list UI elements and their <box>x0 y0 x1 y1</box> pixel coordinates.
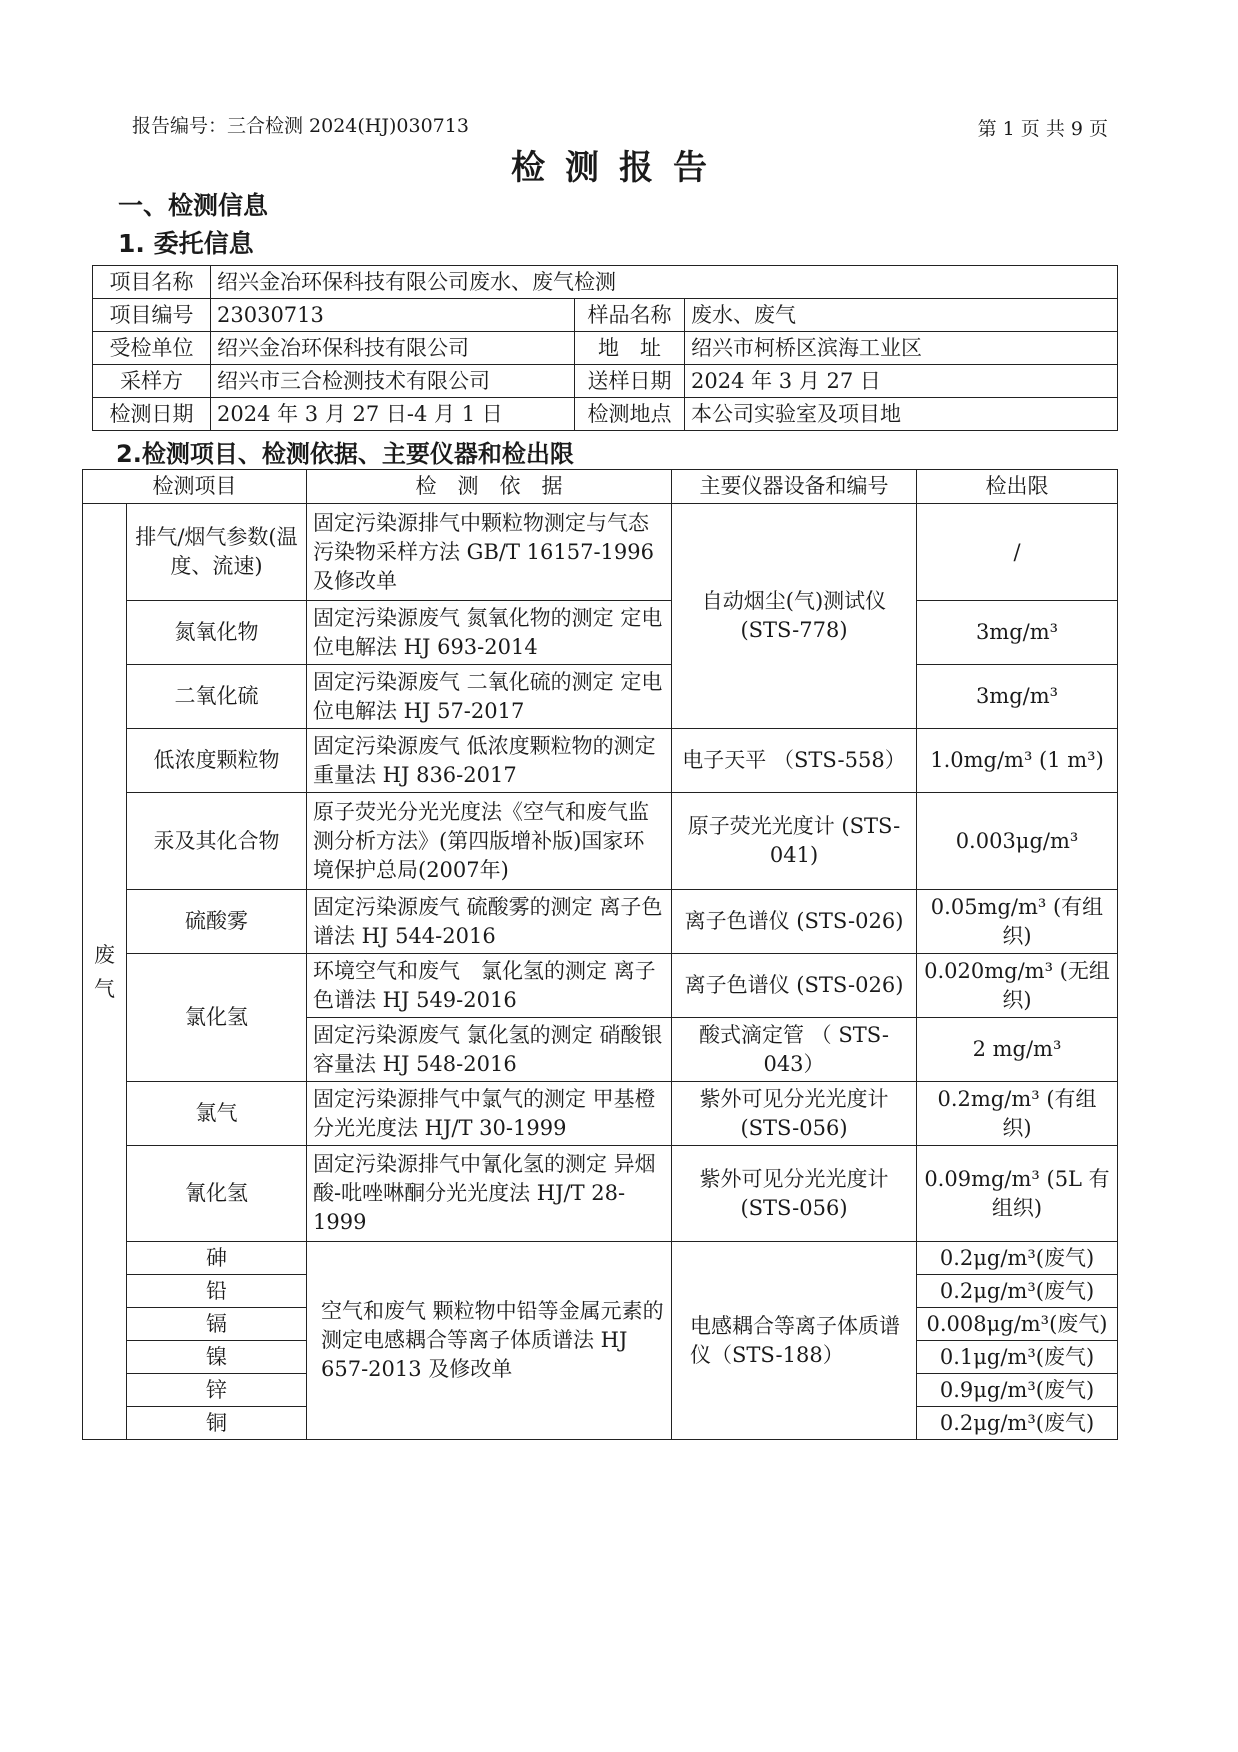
table-row <box>83 601 1118 665</box>
table-row <box>83 954 1118 1018</box>
item-cell: 铜 <box>127 1407 307 1440</box>
address-label: 地 址 <box>575 332 685 365</box>
sample-name-label: 样品名称 <box>575 299 685 332</box>
basis-cell: 固定污染源排气中氰化氢的测定 异烟酸-吡唑啉酮分光光度法 HJ/T 28-1999 <box>307 1146 672 1242</box>
project-no-label: 项目编号 <box>93 299 211 332</box>
basis-cell: 固定污染源废气 氯化氢的测定 硝酸银容量法 HJ 548-2016 <box>307 1018 672 1082</box>
instrument-cell: 电子天平 （STS-558） <box>672 729 917 793</box>
limit-cell: 3mg/m³ <box>917 601 1118 665</box>
section-heading-info: 一、检测信息 <box>118 191 269 220</box>
instrument-cell: 紫外可见分光光度计 (STS-056) <box>672 1082 917 1146</box>
limit-cell: 0.9μg/m³(废气) <box>917 1374 1118 1407</box>
limit-cell: 0.003μg/m³ <box>917 793 1118 890</box>
column-header: 主要仪器设备和编号 <box>672 470 917 504</box>
instrument-cell: 离子色谱仪 (STS-026) <box>672 890 917 954</box>
item-cell: 硫酸雾 <box>127 890 307 954</box>
table-row <box>93 299 1118 332</box>
table-row <box>93 398 1118 431</box>
limit-cell: 3mg/m³ <box>917 665 1118 729</box>
item-cell: 砷 <box>127 1242 307 1275</box>
basis-cell: 固定污染源废气 低浓度颗粒物的测定 重量法 HJ 836-2017 <box>307 729 672 793</box>
table-row <box>83 1146 1118 1242</box>
item-cell: 低浓度颗粒物 <box>127 729 307 793</box>
client-label: 受检单位 <box>93 332 211 365</box>
basis-cell: 固定污染源废气 氮氧化物的测定 定电位电解法 HJ 693-2014 <box>307 601 672 665</box>
table-row <box>83 793 1118 890</box>
basis-cell: 固定污染源排气中颗粒物测定与气态污染物采样方法 GB/T 16157-1996 及修改单 <box>307 504 672 601</box>
section-heading-commission: 1. 委托信息 <box>118 229 254 258</box>
item-cell: 镍 <box>127 1341 307 1374</box>
column-header: 检测项目 <box>83 470 307 504</box>
item-cell: 镉 <box>127 1308 307 1341</box>
basis-cell: 固定污染源废气 硫酸雾的测定 离子色谱法 HJ 544-2016 <box>307 890 672 954</box>
section-heading-methods: 2.检测项目、检测依据、主要仪器和检出限 <box>116 440 574 468</box>
basis-cell: 固定污染源排气中氯气的测定 甲基橙分光光度法 HJ/T 30-1999 <box>307 1082 672 1146</box>
item-cell: 氯化氢 <box>127 954 307 1082</box>
address-value: 绍兴市柯桥区滨海工业区 <box>685 332 1118 365</box>
basis-cell: 原子荧光分光光度法《空气和废气监测分析方法》(第四版增补版)国家环境保护总局(2007年) <box>307 793 672 890</box>
column-header: 检 测 依 据 <box>307 470 672 504</box>
test-site-value: 本公司实验室及项目地 <box>685 398 1118 431</box>
limit-cell: 0.2mg/m³ (有组织) <box>917 1082 1118 1146</box>
basis-cell: 环境空气和废气 氯化氢的测定 离子色谱法 HJ 549-2016 <box>307 954 672 1018</box>
delivery-date-value: 2024 年 3 月 27 日 <box>685 365 1118 398</box>
limit-cell: / <box>917 504 1118 601</box>
table-row <box>93 365 1118 398</box>
item-cell: 锌 <box>127 1374 307 1407</box>
item-cell: 氰化氢 <box>127 1146 307 1242</box>
table-row <box>83 890 1118 954</box>
table-row <box>83 1082 1118 1146</box>
limit-cell: 1.0mg/m³ (1 m³) <box>917 729 1118 793</box>
item-cell: 氮氧化物 <box>127 601 307 665</box>
limit-cell: 0.2μg/m³(废气) <box>917 1242 1118 1275</box>
test-date-value: 2024 年 3 月 27 日-4 月 1 日 <box>211 398 575 431</box>
project-name-label: 项目名称 <box>93 266 211 299</box>
sampler-value: 绍兴市三合检测技术有限公司 <box>211 365 575 398</box>
limit-cell: 0.05mg/m³ (有组织) <box>917 890 1118 954</box>
page-indicator: 第 1 页 共 9 页 <box>977 118 1108 140</box>
item-cell: 汞及其化合物 <box>127 793 307 890</box>
test-site-label: 检测地点 <box>575 398 685 431</box>
instrument-cell: 原子荧光光度计 (STS-041) <box>672 793 917 890</box>
limit-cell: 2 mg/m³ <box>917 1018 1118 1082</box>
report-number: 报告编号：三合检测 2024(HJ)030713 <box>132 115 469 137</box>
sampler-label: 采样方 <box>93 365 211 398</box>
table-row <box>93 266 1118 299</box>
page-title: 检测报告 <box>511 148 727 188</box>
limit-cell: 0.2μg/m³(废气) <box>917 1407 1118 1440</box>
table-row <box>83 665 1118 729</box>
instrument-cell: 紫外可见分光光度计 (STS-056) <box>672 1146 917 1242</box>
item-cell: 铅 <box>127 1275 307 1308</box>
basis-cell: 空气和废气 颗粒物中铅等金属元素的测定电感耦合等离子体质谱法 HJ 657-2013 及修改单 <box>307 1242 672 1440</box>
limit-cell: 0.09mg/m³ (5L 有组织) <box>917 1146 1118 1242</box>
instrument-cell: 自动烟尘(气)测试仪 (STS-778) <box>672 504 917 729</box>
table-row <box>83 1242 1118 1275</box>
delivery-date-label: 送样日期 <box>575 365 685 398</box>
item-cell: 二氧化硫 <box>127 665 307 729</box>
column-header: 检出限 <box>917 470 1118 504</box>
project-no-value: 23030713 <box>211 299 575 332</box>
instrument-cell: 电感耦合等离子体质谱仪（STS-188） <box>672 1242 917 1440</box>
project-name-value: 绍兴金冶环保科技有限公司废水、废气检测 <box>211 266 1118 299</box>
limit-cell: 0.020mg/m³ (无组织) <box>917 954 1118 1018</box>
table-header-row <box>83 470 1118 504</box>
instrument-cell: 酸式滴定管 （ STS-043） <box>672 1018 917 1082</box>
table-row <box>83 729 1118 793</box>
limit-cell: 0.2μg/m³(废气) <box>917 1275 1118 1308</box>
category-cell: 废气 <box>83 504 127 1440</box>
client-value: 绍兴金冶环保科技有限公司 <box>211 332 575 365</box>
sample-name-value: 废水、废气 <box>685 299 1118 332</box>
item-cell: 氯气 <box>127 1082 307 1146</box>
basis-cell: 固定污染源废气 二氧化硫的测定 定电位电解法 HJ 57-2017 <box>307 665 672 729</box>
limit-cell: 0.1μg/m³(废气) <box>917 1341 1118 1374</box>
item-cell: 排气/烟气参数(温度、流速) <box>127 504 307 601</box>
test-date-label: 检测日期 <box>93 398 211 431</box>
table-row <box>83 504 1118 601</box>
methods-table <box>82 469 1118 1440</box>
table-row <box>93 332 1118 365</box>
instrument-cell: 离子色谱仪 (STS-026) <box>672 954 917 1018</box>
commission-table <box>92 265 1118 431</box>
limit-cell: 0.008μg/m³(废气) <box>917 1308 1118 1341</box>
